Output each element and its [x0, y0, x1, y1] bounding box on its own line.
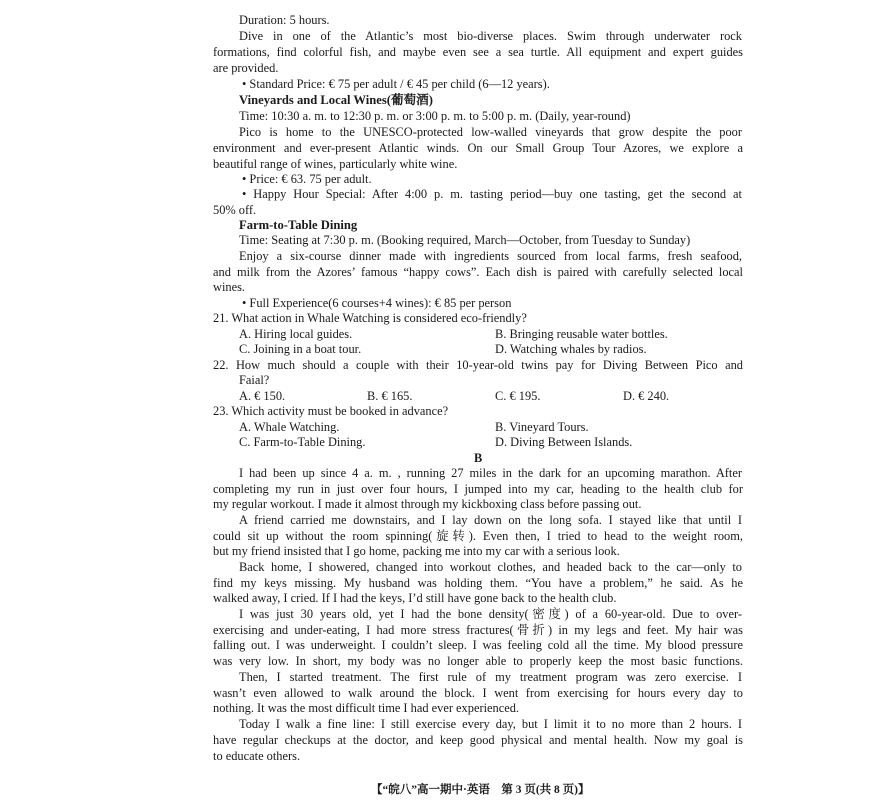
- vineyards-title: Vineyards and Local Wines(葡萄酒): [239, 93, 433, 107]
- farm-price: • Full Experience(6 courses+4 wines): € 85 per person: [242, 296, 512, 310]
- option-22-a: A. € 150.: [239, 389, 286, 403]
- option-21-d: D. Watching whales by radios.: [495, 342, 647, 356]
- option-22-c: C. € 195.: [495, 389, 541, 403]
- passage-line: my regular workout. I made it almost through my kickboxing class before passing out.: [213, 497, 642, 511]
- question-21: 21. What action in Whale Watching is considered eco-friendly?: [213, 311, 527, 325]
- vineyards-paragraph-line: environment and ever-present Atlantic winds. On our Small Group Tour Azores, we explore a: [213, 141, 743, 155]
- passage-line: nothing. It was the most difficult time I had ever experienced.: [213, 701, 520, 715]
- option-21-a: A. Hiring local guides.: [239, 327, 353, 341]
- dive-paragraph-line: formations, find colorful fish, and maybe even see a sea turtle. All equipment and expert guides: [213, 45, 743, 59]
- passage-line: falling out. I was underweight. I couldn’t sleep. I was feeling cold all the time. My blood pressure: [213, 638, 743, 652]
- dive-paragraph-line: are provided.: [213, 61, 279, 75]
- farm-paragraph-line: wines.: [213, 280, 246, 294]
- option-21-c: C. Joining in a boat tour.: [239, 342, 362, 356]
- option-22-d: D. € 240.: [623, 389, 670, 403]
- passage-line: Then, I started treatment. The first rule of my treatment program was zero exercise. I: [239, 670, 742, 684]
- option-23-a: A. Whale Watching.: [239, 420, 340, 434]
- option-21-b: B. Bringing reusable water bottles.: [495, 327, 668, 341]
- happy-hour-line: 50% off.: [213, 203, 257, 217]
- farm-title: Farm-to-Table Dining: [239, 218, 358, 232]
- passage-line: but my friend insisted that I go home, packing me into my car with a serious look.: [213, 544, 620, 558]
- vineyards-time: Time: 10:30 a. m. to 12:30 p. m. or 3:00 p. m. to 5:00 p. m. (Daily, year-round): [239, 109, 631, 123]
- question-22-cont: Faial?: [239, 373, 270, 387]
- page-footer: 【“皖八”高一期中·英语 第 3 页(共 8 页)】: [371, 784, 590, 796]
- passage-line: have regular checkups at the doctor, and keep good physical and mental health. Now my goal is: [213, 733, 743, 747]
- option-22-b: B. € 165.: [367, 389, 413, 403]
- question-22: 22. How much should a couple with their 10-year-old twins pay for Diving Between Pico and: [213, 358, 743, 372]
- passage-line: exercising and under-eating, I had more stress fractures(骨折) in my legs and feet. My hair was: [213, 623, 743, 637]
- farm-time: Time: Seating at 7:30 p. m. (Booking required, March—October, from Tuesday to Sunday): [239, 233, 691, 247]
- vineyards-paragraph-line: Pico is home to the UNESCO-protected low-walled vineyards that grow despite the poor: [239, 125, 742, 139]
- passage-line: I had been up since 4 a. m. , running 27 miles in the dark for an upcoming marathon. After: [239, 466, 742, 480]
- passage-line: walked away, I cried. If I had the keys, I’d still have gone back to the health club.: [213, 591, 617, 605]
- duration-line: Duration: 5 hours.: [239, 13, 330, 27]
- happy-hour-line: • Happy Hour Special: After 4:00 p. m. tasting period—buy one tasting, get the second at: [242, 187, 742, 201]
- passage-line: Back home, I showered, changed into workout clothes, and headed back to the car—only to: [239, 560, 742, 574]
- option-23-c: C. Farm-to-Table Dining.: [239, 435, 366, 449]
- question-23: 23. Which activity must be booked in advance?: [213, 404, 449, 418]
- section-b-heading: B: [474, 451, 483, 465]
- dive-paragraph-line: Dive in one of the Atlantic’s most bio-diverse places. Swim through underwater rock: [239, 29, 742, 43]
- passage-line: was very low. In short, my body was no longer able to properly keep the most basic functions.: [213, 654, 743, 668]
- passage-line: could sit up without the room spinning(旋转). Even then, I tried to head to the weight room,: [213, 529, 743, 543]
- passage-line: I was just 30 years old, yet I had the bone density(密度) of a 60-year-old. Due to over-: [239, 607, 742, 621]
- passage-line: to educate others.: [213, 749, 301, 763]
- option-23-b: B. Vineyard Tours.: [495, 420, 589, 434]
- passage-line: A friend carried me downstairs, and I lay down on the long sofa. I stayed like that until I: [239, 513, 742, 527]
- farm-paragraph-line: Enjoy a six-course dinner made with ingredients sourced from local farms, fresh seafood,: [239, 249, 742, 263]
- vineyards-price: • Price: € 63. 75 per adult.: [242, 172, 372, 186]
- vineyards-paragraph-line: beautiful range of wines, particularly white wine.: [213, 157, 458, 171]
- passage-line: completing my run in just over four hours, I jumped into my car, heading to the health club for: [213, 482, 743, 496]
- passage-line: wasn’t even allowed to walk around the block. I went from exercising for hours every day to: [213, 686, 743, 700]
- passage-line: find my keys missing. My husband was holding them. “You have a problem,” he said. As he: [213, 576, 743, 590]
- farm-paragraph-line: and milk from the Azores’ famous “happy cows”. Each dish is paired with carefully selected local: [213, 265, 743, 279]
- dive-price: • Standard Price: € 75 per adult / € 45 per child (6—12 years).: [242, 77, 550, 91]
- passage-line: Today I walk a fine line: I still exercise every day, but I limit it to no more than 2 hours. I: [239, 717, 742, 731]
- option-23-d: D. Diving Between Islands.: [495, 435, 633, 449]
